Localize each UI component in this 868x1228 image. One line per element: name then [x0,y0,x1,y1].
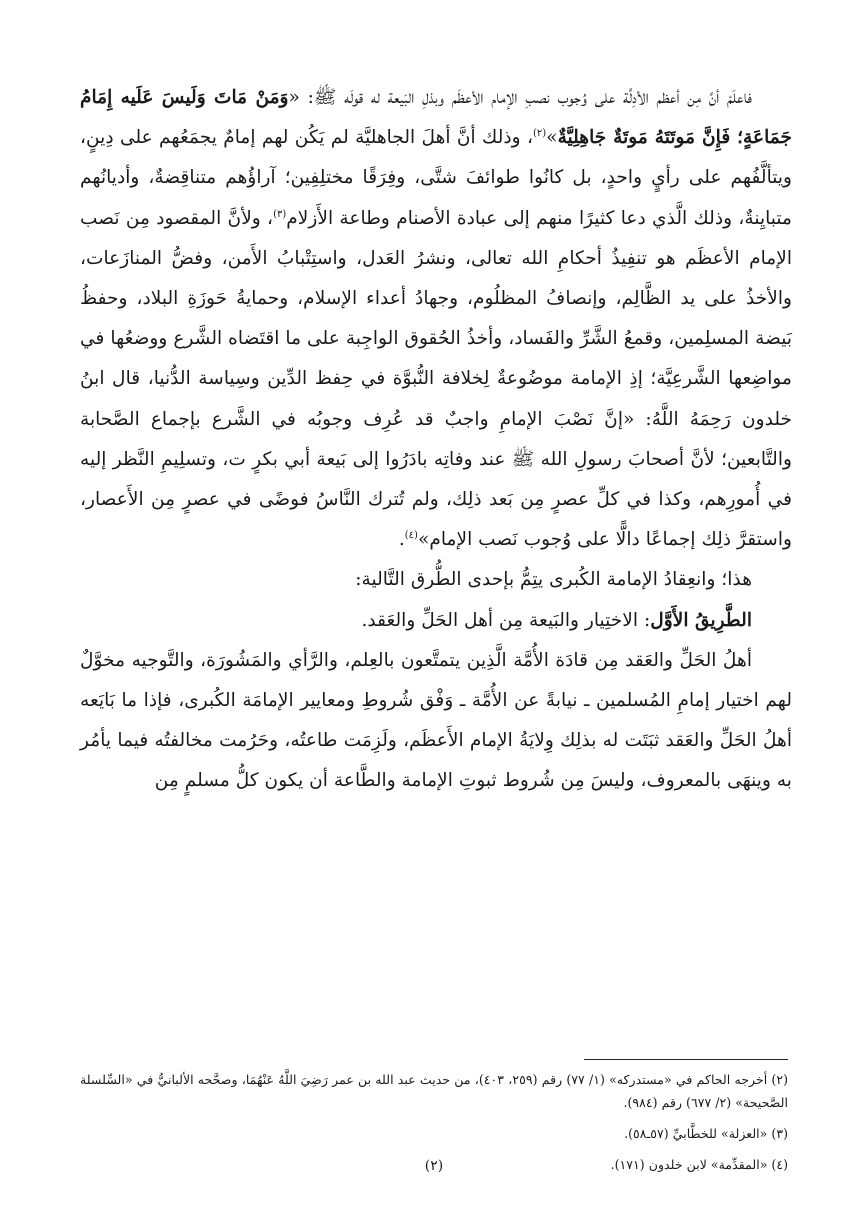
text-run: هذا؛ وانعِقادُ الإمامة الكُبرى يتِمُّ بإحدى الطُّرق التَّالية: [355,569,752,591]
bold-text-run: الطَّرِيقُ الأَوَّل [650,609,752,631]
footnote-reference: (٤) [404,530,418,542]
footnote-reference: (٢) [532,128,547,140]
body-paragraph [80,641,792,802]
main-text [80,78,792,802]
footnote: (٢) أخرجه الحاكم في «مستدركه» (١/ ٧٧) رقم (٢٥٩، ٤٠٣)، من حديث عبد الله بن عمر رَضِيَ اللَّهُ عَنْهُمَا، وصحَّحه الألبانيُّ في «السِّلسلة الصَّحيحة» (٢/ ٦٧٧) رقم (٩٨٤). [80,1072,788,1110]
text-run: : الاختِيار والبَيعة مِن أهل الحَلِّ والعَقد. [361,609,651,631]
footnote: (٤) «المقدِّمة» لابن خلدون (١٧١). [610,1157,788,1172]
text-run: ، وذلك أنَّ أهلَ الجاهليَّة لم يَكُن لهم إمامٌ يجمَعُهم على دِينٍ، ويتألَّفُهم على رأيٍ واحدٍ، بل كانُوا طوائفَ شتَّى، وفِرَقًا مختلِفِين؛ آراؤُهم متناقِضةٌ، وأديانُهم متبايِنةٌ، وذلك الَّذي دعا كثيرًا منهم إلى عبادة الأصنام وطاعة الأَزلام [80,127,792,229]
page-number: (٢) [424,1158,444,1174]
footnote: (٣) «العزلة» للخطَّابيِّ (٥٧ـ٥٨). [624,1126,788,1141]
footnote-separator [584,1059,788,1060]
text-run: أهلُ الحَلِّ والعَقد مِن قادَة الأُمَّة الَّذِين يتمتَّعون بالعِلم، والرَّأي والمَشُورَة، والتَّوجيه مخوَّلٌ لهم اختيار إمامِ المُسلمين ـ نيابةً عن الأُمَّة ـ وَفْق شُروطِ ومعايير الإمامَة الكُبرى، فإذا ما بَايَعه أهلُ الحَلِّ والعَقد ثبَتَت له بذلِك وِلايَةُ الإمام الأَعظَم، ولَزِمَت طاعتُه، وحَرُمت مخالفتُه فيما يأمُر به وينهَى بالمعروف، وليسَ مِن شُروط ثبوتِ الإمامة والطَّاعة أن يكون كلُّ مسلمٍ مِن [80,649,792,792]
text-run: . [398,529,405,551]
body-paragraph [80,601,792,641]
body-paragraph [80,78,792,560]
body-paragraph [80,560,792,600]
text-run: » [546,127,558,149]
footnote-reference: (٣) [273,208,287,220]
text-run: ، ولأنَّ المقصود مِن نَصب الإمام الأعظَم هو تنفِيذُ أحكامِ الله تعالى، ونشرُ العَدل، واستِتْبابُ الأَمن، وفضُّ المنازَعات، والأخذُ على يد الظَّالِم، وإنصافُ المظلُوم، وجهادُ أعداء الإسلام، وحمايةُ حَوزَةِ البلاد، وحفظُ بَيضة المسلِمين، وقمعُ الشَّرِّ والفَساد، وأخذُ الحُقوق الواجِبة على ما اقتَضاه الشَّرع ووضعُها في مواضِعها الشَّرعِيَّة؛ إذِ الإمامة موضُوعةٌ لِخلافة النُّبوَّة في حِفظ الدِّين وسِياسة الدُّنيا، قال ابنُ خلدون رَحِمَهُ اللَّهُ: «إنَّ نَصْبَ الإمامِ واجبٌ قد عُرِف وجوبُه في الشَّرع بإجماع الصَّحابة والتَّابعين؛ لأنَّ أصحابَ رسولِ الله ﷺ عند وفاتِه بادَرُوا إلى بَيعة أبي بكرٍ ت، وتسلِيمِ النَّظر إليه في أُمورِهم، وكذا في كلِّ عصرٍ مِن بَعد ذلِك، ولم تُترك النَّاسُ فوضًى في عصرٍ مِن الأَعصار، واستقرَّ ذلِك إجماعًا دالًّا على وُجوب نَصب الإمام» [80,207,792,551]
bold-text-run: وَمَنْ مَاتَ وَلَيسَ عَلَيه إِمَامُ جَمَاعَةٍ؛ فَإِنَّ مَوتَتَهُ مَوتَةٌ جَاهِلِيَّةٌ [80,87,792,149]
text-run: فاعلَمْ أنَّ مِن أعظم الأدِلَّة على وُجوب نصبِ الإمام الأعظَم وبذلِ البَيعة له قولَه ﷺ: « [288,87,752,108]
